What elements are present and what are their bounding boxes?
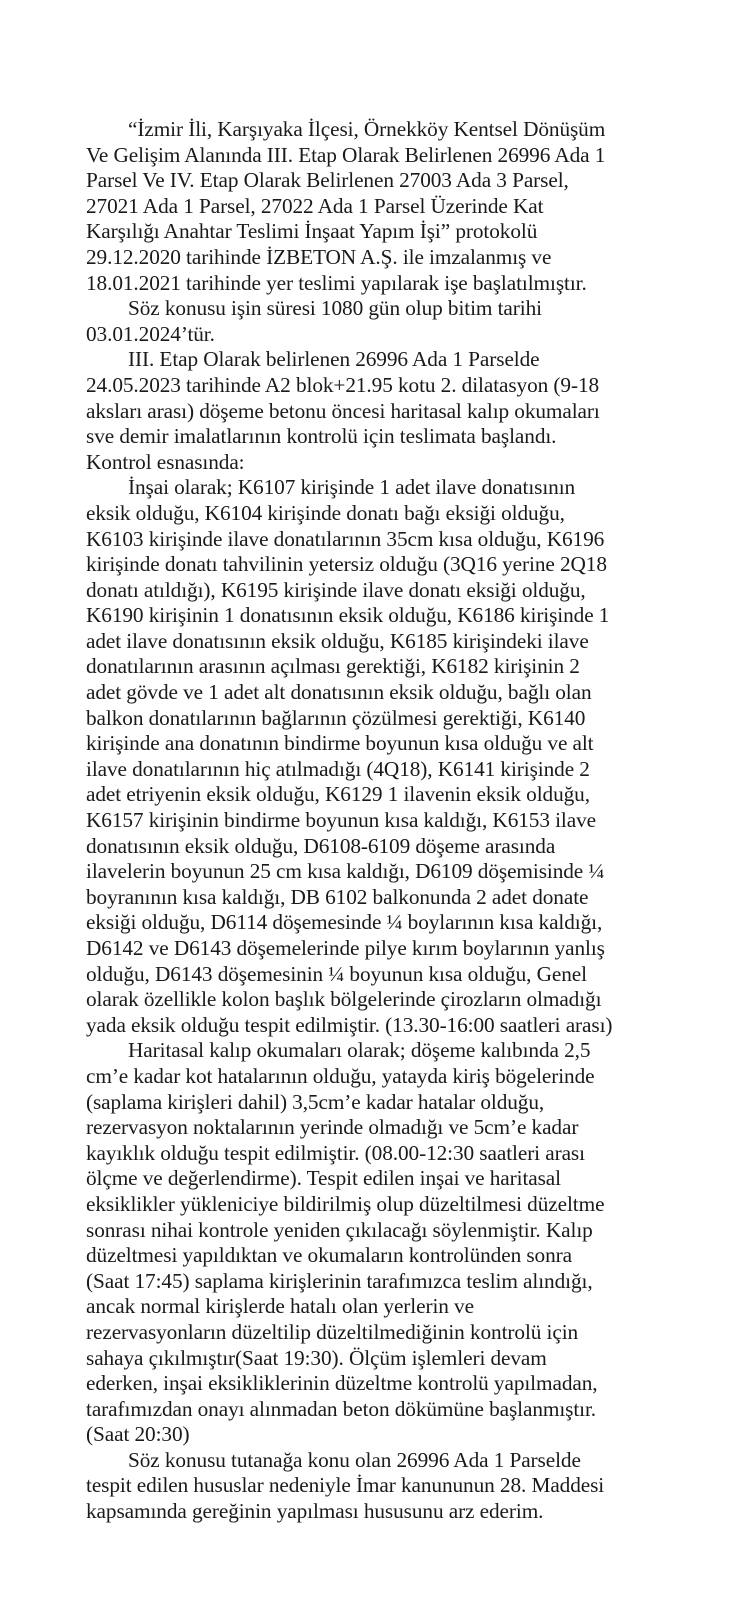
text-line: olarak özellikle kolon başlık bölgelerinde çirozların olmadığı — [86, 987, 602, 1012]
text-line: 29.12.2020 tarihinde İZBETON A.Ş. ile imzalanmış ve — [86, 244, 552, 269]
text-line: (Saat 17:45) saplama kirişlerinin tarafımızca teslim alındığı, — [86, 1268, 593, 1293]
text-line: yada eksik olduğu tespit edilmiştir. (13.30-16:00 saatleri arası) — [86, 1012, 613, 1037]
text-line: kapsamında gereğinin yapılması hususunu arz ederim. — [86, 1499, 544, 1524]
text-line: kirişinde donatı tahvilinin yetersiz olduğu (3Q16 yerine 2Q18 — [86, 552, 607, 577]
text-line: rezervasyonların düzeltilip düzeltilmediğinin kontrolü için — [86, 1319, 579, 1344]
paragraph — [86, 1038, 686, 1448]
text-line: Haritasal kalıp okumaları olarak; döşeme kalıbında 2,5 — [128, 1038, 591, 1063]
text-line: ilavelerin boyunun 25 cm kısa kaldığı, D6109 döşemisinde ¼ — [86, 859, 605, 884]
text-line: ederken, inşai eksikliklerinin düzeltme kontrolü yapılmadan, — [86, 1371, 598, 1396]
text-line: aksları arası) döşeme betonu öncesi haritasal kalıp okumaları — [86, 398, 600, 423]
text-line: K6190 kirişinin 1 donatısının eksik olduğu, K6186 kirişinde 1 — [86, 603, 610, 628]
text-line: ölçme ve değerlendirme). Tespit edilen inşai ve haritasal — [86, 1166, 561, 1191]
text-line: 27021 Ada 1 Parsel, 27022 Ada 1 Parsel Üzerinde Kat — [86, 193, 544, 218]
paragraph — [86, 296, 686, 347]
text-line: K6157 kirişinin bindirme boyunun kısa kaldığı, K6153 ilave — [86, 808, 597, 833]
text-line: cm’e kadar kot hatalarının olduğu, yatayda kiriş bögelerinde — [86, 1063, 595, 1088]
text-line: K6103 kirişinde ilave donatılarının 35cm kısa olduğu, K6196 — [86, 526, 605, 551]
text-line: sahaya çıkılmıştır(Saat 19:30). Ölçüm işlemleri devam — [86, 1345, 547, 1370]
text-line: eksiği olduğu, D6114 döşemesinde ¼ boylarının kısa kaldığı, — [86, 910, 603, 935]
text-line: Söz konusu işin süresi 1080 gün olup bitim tarihi — [128, 296, 542, 321]
text-line: olduğu, D6143 döşemesinin ¼ boyunun kısa olduğu, Genel — [86, 961, 587, 986]
paragraph — [86, 1448, 686, 1525]
text-line: 03.01.2024’tür. — [86, 321, 215, 346]
text-line: D6142 ve D6143 döşemelerinde pilye kırım boylarının yanlış — [86, 936, 605, 960]
text-line: 18.01.2021 tarihinde yer teslimi yapılarak işe başlatılmıştır. — [86, 270, 587, 295]
text-line: sonrası nihai kontrole yeniden çıkılacağı söylenmiştir. Kalıp — [86, 1217, 593, 1242]
text-line: adet etriyenin eksik olduğu, K6129 1 ilavenin eksik olduğu, — [86, 782, 590, 807]
paragraph — [86, 117, 686, 296]
text-line: “İzmir İli, Karşıyaka İlçesi, Örnekköy Kentsel Dönüşüm — [128, 117, 606, 141]
text-line: sve demir imalatlarının kontrolü için teslimata başlandı. — [86, 424, 557, 449]
text-line: donatılarının arasının açılması gerektiği, K6182 kirişinin 2 — [86, 654, 580, 679]
text-line: balkon donatılarının bağlarının çözülmesi gerektiği, K6140 — [86, 705, 586, 730]
text-line: düzeltmesi yapıldıktan ve okumaların kontrolünden sonra — [86, 1243, 572, 1268]
text-line: tespit edilen hususlar nedeniyle İmar kanununun 28. Maddesi — [86, 1473, 605, 1498]
document-body — [86, 117, 686, 1525]
text-line: (saplama kirişleri dahil) 3,5cm’e kadar hatalar olduğu, — [86, 1089, 545, 1114]
text-line: ilave donatılarının hiç atılmadığı (4Q18), K6141 kirişinde 2 — [86, 756, 590, 781]
text-line: adet ilave donatısının eksik olduğu, K6185 kirişindeki ilave — [86, 628, 589, 653]
text-line: adet gövde ve 1 adet alt donatısının eksik olduğu, bağlı olan — [86, 680, 592, 705]
text-line: Ve Gelişim Alanında III. Etap Olarak Belirlenen 26996 Ada 1 — [86, 142, 606, 167]
text-line: III. Etap Olarak belirlenen 26996 Ada 1 Parselde — [128, 347, 540, 372]
text-line: (Saat 20:30) — [86, 1422, 190, 1447]
text-line: eksik olduğu, K6104 kirişinde donatı bağı eksiği olduğu, — [86, 500, 565, 525]
text-line: ancak normal kirişlerde hatalı olan yerlerin ve — [86, 1294, 474, 1319]
text-line: Kontrol esnasında: — [86, 449, 245, 474]
text-line: Parsel Ve IV. Etap Olarak Belirlenen 27003 Ada 3 Parsel, — [86, 168, 569, 193]
text-line: boyranının kısa kaldığı, DB 6102 balkonunda 2 adet donate — [86, 884, 589, 909]
text-line: İnşai olarak; K6107 kirişinde 1 adet ilave donatısının — [128, 475, 576, 500]
text-line: Söz konusu tutanağa konu olan 26996 Ada 1 Parselde — [128, 1447, 581, 1472]
text-line: rezervasyon noktalarının yerinde olmadığı ve 5cm’e kadar — [86, 1115, 579, 1140]
text-line: eksiklikler yükleniciye bildirilmiş olup düzeltilmesi düzeltme — [86, 1191, 605, 1216]
paragraph — [86, 347, 686, 475]
text-line: tarafımızdan onayı alınmadan beton dökümüne başlanmıştır. — [86, 1396, 597, 1421]
text-line: donatısının eksik olduğu, D6108-6109 döşeme arasında — [86, 833, 556, 858]
text-line: 24.05.2023 tarihinde A2 blok+21.95 kotu 2. dilatasyon (9-18 — [86, 372, 600, 397]
text-line: Karşılığı Anahtar Teslimi İnşaat Yapım İşi” protokolü — [86, 219, 538, 244]
text-line: kayıklık olduğu tespit edilmiştir. (08.00-12:30 saatleri arası — [86, 1140, 585, 1165]
text-line: donatı atıldığı), K6195 kirişinde ilave donatı eksiği olduğu, — [86, 577, 586, 602]
paragraph — [86, 475, 686, 1038]
text-line: kirişinde ana donatının bindirme boyunun kısa olduğu ve alt — [86, 731, 594, 756]
